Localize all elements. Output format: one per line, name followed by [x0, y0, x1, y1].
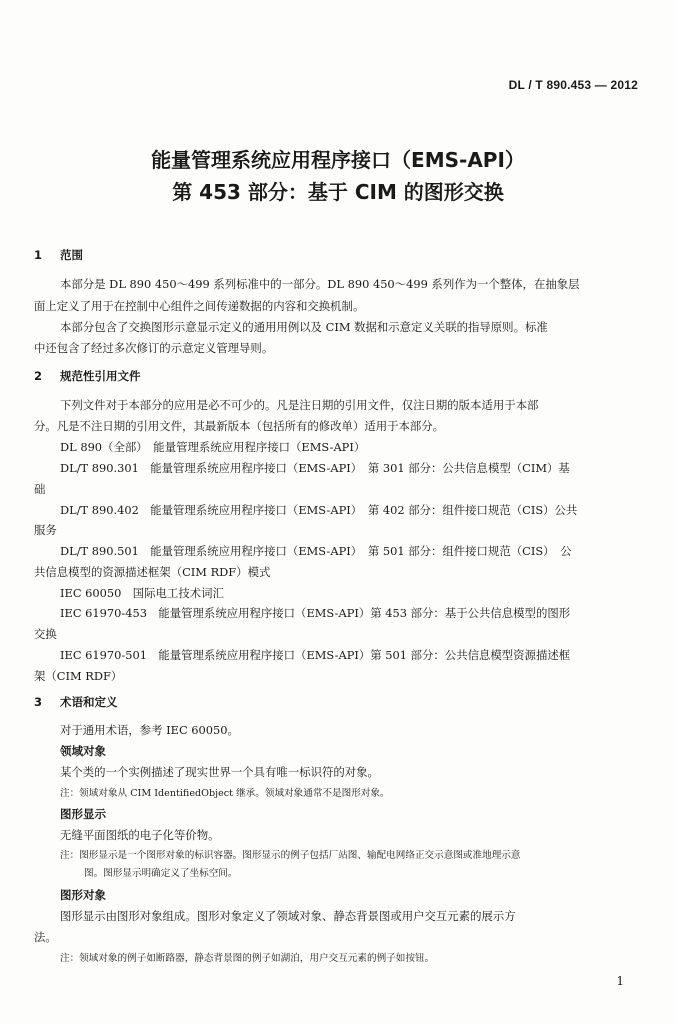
- term-definition: 无缝平面图纸的电子化等价物。: [60, 828, 220, 842]
- document-title-line-2: 第 453 部分：基于 CIM 的图形交换: [172, 180, 504, 204]
- standard-code: DL / T 890.453 — 2012: [508, 78, 638, 92]
- term-definition: 某个类的一个实例描述了现实世界一个具有唯一标识符的对象。: [60, 765, 379, 779]
- reference-item-cont: 服务: [34, 523, 57, 537]
- reference-item-cont: 架（CIM RDF）: [34, 669, 123, 683]
- section-heading-scope: [34, 247, 83, 263]
- paragraph-line: 面上定义了用于在控制中心组件之间传递数据的内容和交换机制。: [34, 299, 365, 313]
- term-definition-cont: 法。: [34, 930, 57, 944]
- section-title: 术语和定义: [60, 695, 118, 709]
- term-note: 注：图形显示是一个图形对象的标识容器。图形显示的例子包括厂站图、输配电网络正交示意图或准地理示意: [60, 850, 521, 861]
- reference-item: DL/T 890.402 能量管理系统应用程序接口（EMS-API） 第 402 部分：组件接口规范（CIS）公共: [60, 503, 578, 517]
- term-note-cont: 图。图形显示明确定义了坐标空间。: [84, 868, 238, 879]
- term-note: 注：领域对象的例子如断路器，静态背景图的例子如湖泊，用户交互元素的例子如按钮。: [60, 953, 435, 964]
- paragraph-line: 分。凡是不注日期的引用文件，其最新版本（包括所有的修改单）适用于本部分。: [34, 419, 445, 433]
- term-note: 注：领域对象从 CIM IdentifiedObject 继承。领域对象通常不是图形对象。: [60, 788, 390, 799]
- section-number: 3: [34, 695, 43, 709]
- reference-item-cont: 交换: [34, 627, 57, 641]
- term-name: 图形对象: [60, 888, 106, 902]
- page-number: 1: [616, 974, 624, 988]
- reference-item-cont: 共信息模型的资源描述框架（CIM RDF）模式: [34, 565, 271, 579]
- reference-item: DL/T 890.301 能量管理系统应用程序接口（EMS-API） 第 301 部分：公共信息模型（CIM）基: [60, 461, 570, 475]
- paragraph-line: 下列文件对于本部分的应用是必不可少的。凡是注日期的引用文件，仅注日期的版本适用于本部: [60, 398, 539, 412]
- reference-item: IEC 60050 国际电工技术词汇: [60, 586, 224, 600]
- section-heading-terms: [34, 694, 118, 710]
- section-number: 2: [34, 369, 43, 383]
- reference-item-cont: 础: [34, 482, 46, 496]
- reference-item: DL/T 890.501 能量管理系统应用程序接口（EMS-API） 第 501 部分：组件接口规范（CIS） 公: [60, 544, 572, 558]
- term-name: 图形显示: [60, 807, 106, 821]
- section-heading-normative-references: [34, 368, 141, 384]
- paragraph-line: 本部分是 DL 890 450～499 系列标准中的一部分。DL 890 450～499 系列作为一个整体，在抽象层: [60, 277, 580, 291]
- paragraph-line: 本部分包含了交换图形示意显示定义的通用用例以及 CIM 数据和示意定义关联的指导原则。标准: [60, 320, 548, 334]
- section-number: 1: [34, 248, 43, 262]
- reference-item: DL 890（全部） 能量管理系统应用程序接口（EMS-API）: [60, 440, 366, 454]
- paragraph-line: 中还包含了经过多次修订的示意定义管理导则。: [34, 341, 274, 355]
- section-title: 范围: [60, 248, 83, 262]
- term-name: 领域对象: [60, 744, 106, 758]
- reference-item: IEC 61970-501 能量管理系统应用程序接口（EMS-API）第 501 部分：公共信息模型资源描述框: [60, 648, 571, 662]
- term-definition: 图形显示由图形对象组成。图形对象定义了领域对象、静态背景图或用户交互元素的展示方: [60, 909, 516, 923]
- document-title-line-1: 能量管理系统应用程序接口（EMS-API）: [151, 148, 525, 172]
- section-title: 规范性引用文件: [60, 369, 141, 383]
- reference-item: IEC 61970-453 能量管理系统应用程序接口（EMS-API）第 453 部分：基于公共信息模型的图形: [60, 606, 571, 620]
- paragraph-line: 对于通用术语，参考 IEC 60050。: [60, 723, 239, 737]
